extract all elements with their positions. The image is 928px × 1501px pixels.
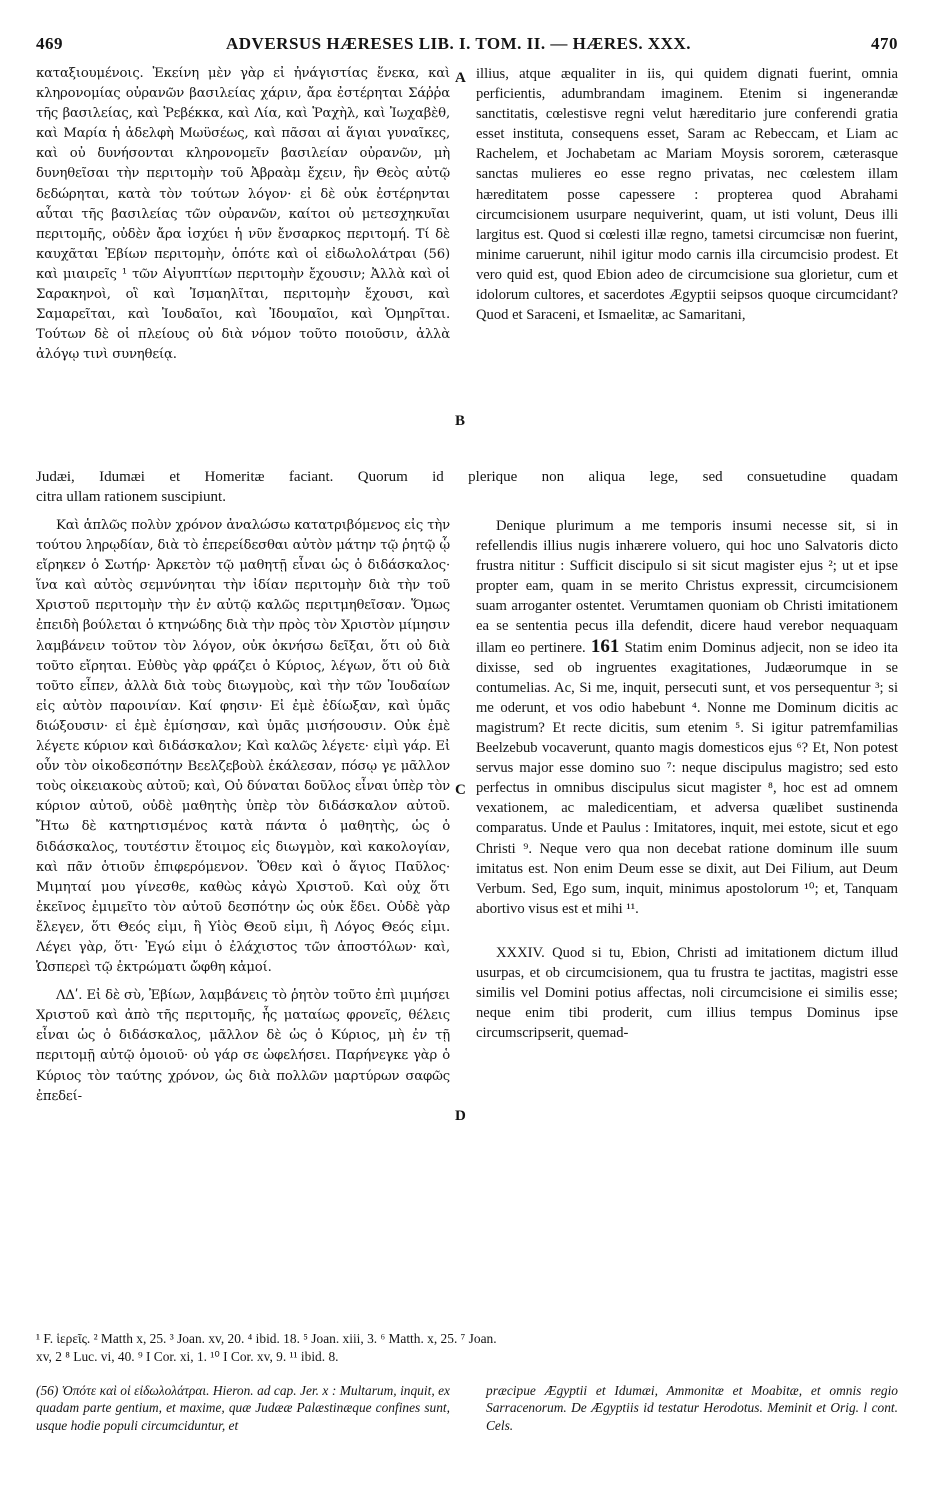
footnote-line-2: xv, 2 ⁸ Luc. vi, 40. ⁹ I Cor. xi, 1. ¹⁰ I Cor. xv, 9. ¹¹ ibid. 8. — [36, 1349, 339, 1364]
latin-column-top — [476, 64, 898, 325]
page-number-right: 470 — [871, 34, 898, 53]
section-marker-a: A — [455, 70, 466, 86]
note-left: (56) Ὁπότε καὶ οἱ εἰδωλολάτραι. Hieron. ad cap. Jer. x : Multarum, inquit, ex quadam parte gentium, et maxime, quæ Judææ Palæstinæque confines sunt, usque hodie populi circumciduntur, et — [36, 1383, 450, 1433]
latin-paragraph-top: illius, atque æqualiter in iis, qui quidem dignati fuerint, omnia perficientis, adumbrandam imaginem. Etenim si ingenerandæ sanctitatis, cœlestisve regni velut hæreditario jure conferendi gratia esset instituta, consequens esset, Saram ac Rebeccam, et Liam ac Rachelem, et Jochabetam ac Mariam Moysis sororem, cæterasque sanctas mulieres eo esse regno privatas, nec cœlestem illam hæreditatem posse capessere : propterea quod Abrahami circumcisionem usurpare nequiverint, quam, ut isti volunt, Deus illi largitus est. Quod si cœlesti illæ regno, tametsi circumcisæ non fuerint, minime caruerunt, nihil igitur modo carnis illa circumcisio prodest. Et vero quid est, quod Ebion adeo de circumcisione sua glorietur, cum et idolorum cultores, et sacerdotes Ægyptii seipsos quoque circumcidant? Quod et Saraceni, et Ismaelitæ, ac Samaritani, — [476, 66, 898, 324]
greek-column-mid — [36, 516, 450, 1107]
latin-paragraph-mid-1b: Statim enim Dominus adjecit, non se ideo ita dixisse, sed ob ingruentes exagitationes, Judæorumque in se contumelias. Ac, Si me, inquit, persecuti sunt, et vos persequentur ³; si me oderunt, et vos odio habebunt ⁴. Nonne me Dominum dicitis ac magistrum? Et recte dicitis, sum etenim ⁵. Si igitur patremfamilias Beelzebub vocaverunt, quanto magis domesticos ejus ⁶? Et, Non potest servus major esse domino suo ⁷: neque discipulus magistro; sed esto perfectus in omnibus discipulus sicut magister ⁸, hoc est ad omnem vexationem, ac maledicentiam, et adversa quælibet sustinenda comparatus. Unde et Paulus : Imitatores, inquit, mei estote, sicut et ego Christi ⁹. Neque vero qua non decebat ratione dominum ille suum imitatus est. Non enim Deum esse se dixit, aut Dei Filium, aut Deum Verbum. Sed, Ego sum, inquit, minimus apostolorum ¹⁰; et, Tanquam abortivo visus est et mihi ¹¹. — [476, 639, 898, 917]
section-marker-b: B — [455, 413, 466, 429]
page-number-left: 469 — [36, 34, 63, 53]
section-marker-d: D — [455, 1108, 466, 1124]
latin-full-line-1: Judæi, Idumæi et Homeritæ faciant. Quorum id plerique non aliqua lege, sed consuetudine quadam — [36, 469, 898, 485]
greek-paragraph-top: καταξιουμένοις. Ἐκείνη μὲν γὰρ εἰ ἠνάγιστίας ἕνεκα, καὶ κληρονομίας οὐρανῶν βασιλείας χάριν, ἄρα ἐστέρηται Σάῤῥα τῆς βασιλείας, καὶ Ῥεβέκκα, καὶ Λία, καὶ Ῥαχὴλ, καὶ Ἰωχαβὲθ, καὶ Μαρία ἡ ἀδελφὴ Μωϋσέως, καὶ πᾶσαι αἱ ἅγιαι γυναῖκες, καὶ οὐ δυνήσονται κληρονομεῖν βασιλείαν οὐρανῶν, μὴ δυνηθεῖσαι τὴν περιτομὴν τοῦ Ἀβραὰμ ἔχειν, ἣν Θεὸς αὐτῷ δεδώρηται, κατὰ τὸν τούτων λόγον· εἰ δὲ οὐκ ἐστέρηνται αὗται τῆς βασιλείας τῶν οὐρανῶν, καίτοι οὐ μετεσχηκυῖαι περιτομῆς, οὐδὲν ἄρα ἰσχύει ἡ νῦν ἔνσαρκος περιτομή. Τί δὲ καυχᾶται Ἐβίων περιτομὴν, ὁπότε καὶ οἱ εἰδωλολάτραι (56) καὶ μιαιρεῖς ¹ τῶν Αἰγυπτίων περιτομὴν ἔχουσιν; Ἀλλὰ καὶ οἱ Σαρακηνοὶ, οἳ καὶ Ἰσμαηλῖται, περιτομὴν ἔχουσι, καὶ Σαμαρεῖται, καὶ Ἰουδαῖοι, καὶ Ἰδουμαῖοι, καὶ Ὁμηρῖται. Τούτων δὲ οἱ πλείους οὐ διὰ νόμον τοῦτο ποιοῦσιν, ἀλλὰ ἀλόγῳ τινὶ συνηθείᾳ. — [36, 66, 450, 363]
footnote-line-1: ¹ F. ἱερεῖς. ² Matth x, 25. ³ Joan. xv, 20. ⁴ ibid. 18. ⁵ Joan. xiii, 3. ⁶ Matth. x, 25. ⁷ Joan. — [36, 1331, 497, 1346]
section-marker-c: C — [455, 782, 466, 798]
latin-paragraph-mid-1a: Denique plurimum a me temporis insumi necesse sit, si in refellendis illius nugis inhærere voluero, qui hoc uno Salvatoris dicto frustra nititur : Sufficit discipulo si sit sicut magister ejus ²; ut et ipse propter eam, quam in se merito Christus expressit, circumcisionem suam arroganter ostentet. Verumtamen quoniam ob Christi imitationem ea se sententia pecus illa defendit, dicere haud verebor nequaquam illam eo pertinere. — [476, 518, 898, 656]
running-header — [36, 34, 898, 60]
page-title: ADVERSUS HÆRESES LIB. I. TOM. II. — HÆRES. XXX. — [226, 34, 691, 53]
latin-paragraph-mid-1 — [476, 516, 898, 919]
note-right: præcipue Ægyptii et Idumæi, Ammonitæ et Moabitæ, et omnis regio Sarracenorum. De Ægyptiis id testatur Herodotus. Meminit et Orig. l cont. Cels. — [486, 1383, 898, 1433]
column-number-161: 161 — [590, 635, 620, 657]
latin-column-mid — [476, 516, 898, 1043]
greek-paragraph-mid-1: Καὶ ἁπλῶς πολὺν χρόνον ἀναλώσω κατατριβόμενος εἰς τὴν τούτου ληρῳδίαν, διὰ τὸ ἐπερείδεσθαι αὐτὸν μάτην τῷ ῥητῷ ᾧ εἴρηκεν ὁ Σωτήρ· Ἀρκετὸν τῷ μαθητῇ εἶναι ὡς ὁ διδάσκαλος· ἵνα καὶ αὐτὸς σεμνύνηται τὴν ἰδίαν περιτομὴν διὰ τὴν τοῦ Χριστοῦ περιτομὴν τὴν ἐν αὐτῷ καλῶς περιτμηθεῖσαν. Ὅμως ἐπειδὴ βούλεται ὁ κτηνώδης διὰ τὴν πρὸς τὸν Χριστὸν μίμησιν λαμβάνειν τοῦτον τὸν λόγον, οὐκ ὀκνήσω δεῖξαι, ὅτι οὐ διὰ τοῦτο εἴρηται. Εὐθὺς γὰρ φράζει ὁ Κύριος, λέγων, ὅτι οὐ διὰ τοῦτο εἶπεν, ἀλλὰ διὰ τοὺς διωγμοὺς, καὶ τὴν τῶν Ἰουδαίων εἰς αὐτὸν παροινίαν. Καί φησιν· Εἰ ἐμὲ ἐδίωξαν, καὶ ὑμᾶς διώξουσιν· εἰ ἐμὲ ἐμίσησαν, καὶ ὑμᾶς μισήσουσιν. Οὐκ ἐμὲ λέγετε κύριον καὶ διδάσκαλον; Καὶ καλῶς λέγετε· εἰμὶ γάρ. Εἰ οὖν τὸν οἰκοδεσπότην Βεελζεβοὺλ ἐκάλεσαν, πόσῳ γε μᾶλλον τοὺς οἰκειακοὺς αὐτοῦ; καὶ, Οὐ δύναται δοῦλος εἶναι ὑπὲρ τὸν κύριον αὐτοῦ, οὐδὲ μαθητὴς ὑπὲρ τὸν διδάσκαλον αὐτοῦ. Ἤτω δὲ κατηρτισμένος κατὰ πάντα ὁ μαθητὴς, ὡς ὁ διδάσκαλος, τουτέστιν ἕτοιμος εἰς διωγμὸν, καὶ κακολογίαν, καὶ πᾶν ὁτιοῦν ἐπιφερόμενον. Ὅθεν καὶ ὁ ἅγιος Παῦλος· Μιμηταί μου γίνεσθε, καθὼς κἀγὼ Χριστοῦ. Καὶ οὐχ ὅτι ἐκεῖνος ἐμιμεῖτο τὸν αὐτοῦ δεσπότην ὡς οὐκ ἔδει. Οὐδὲ γὰρ ἔλεγεν, ὅτι Θεός εἰμι, ἢ Υἱὸς Θεοῦ εἰμι, ἢ Λόγος Θεός εἰμι. Λέγει γὰρ, ὅτι· Ἐγώ εἰμι ὁ ἐλάχιστος τῶν ἀποστόλων· καὶ, Ὡσπερεὶ τῷ ἐκτρώματι ὤφθη κἀμοί. — [36, 518, 450, 976]
latin-paragraph-mid-2: XXXIV. Quod si tu, Ebion, Christi ad imitationem dictum illud usurpas, et ob circumcisionem, qua tu frustra te jactitas, magistri esse similis vel Domini potius affectas, noli circumcisione ei similis esse; neque enim tibi proderit, cum illius tempus Dominus ipse circumscripserit, quemad- — [476, 944, 898, 1042]
latin-full-line-2: citra ullam rationem suscipiunt. — [36, 489, 226, 505]
greek-paragraph-mid-2: ΛΔʹ. Εἰ δὲ σὺ, Ἐβίων, λαμβάνεις τὸ ῥητὸν τοῦτο ἐπὶ μιμήσει Χριστοῦ καὶ ἀπὸ τῆς περιτομῆς, ἧς ματαίως φρονεῖς, θέλεις εἶναι ὡς ὁ διδάσκαλος, μᾶλλον δὲ ὡς ὁ Κύριος, μὴ ἐν τῇ περιτομῇ αὐτῷ ὁμοιοῦ· οὐ γάρ σε ὠφελήσει. Παρήνεγκε γὰρ ὁ Κύριος τὸν ταύτης χρόνον, ὡς διὰ πολλῶν μαρτύρων σαφῶς ἐπεδεί- — [36, 988, 450, 1104]
greek-column-top — [36, 64, 450, 365]
